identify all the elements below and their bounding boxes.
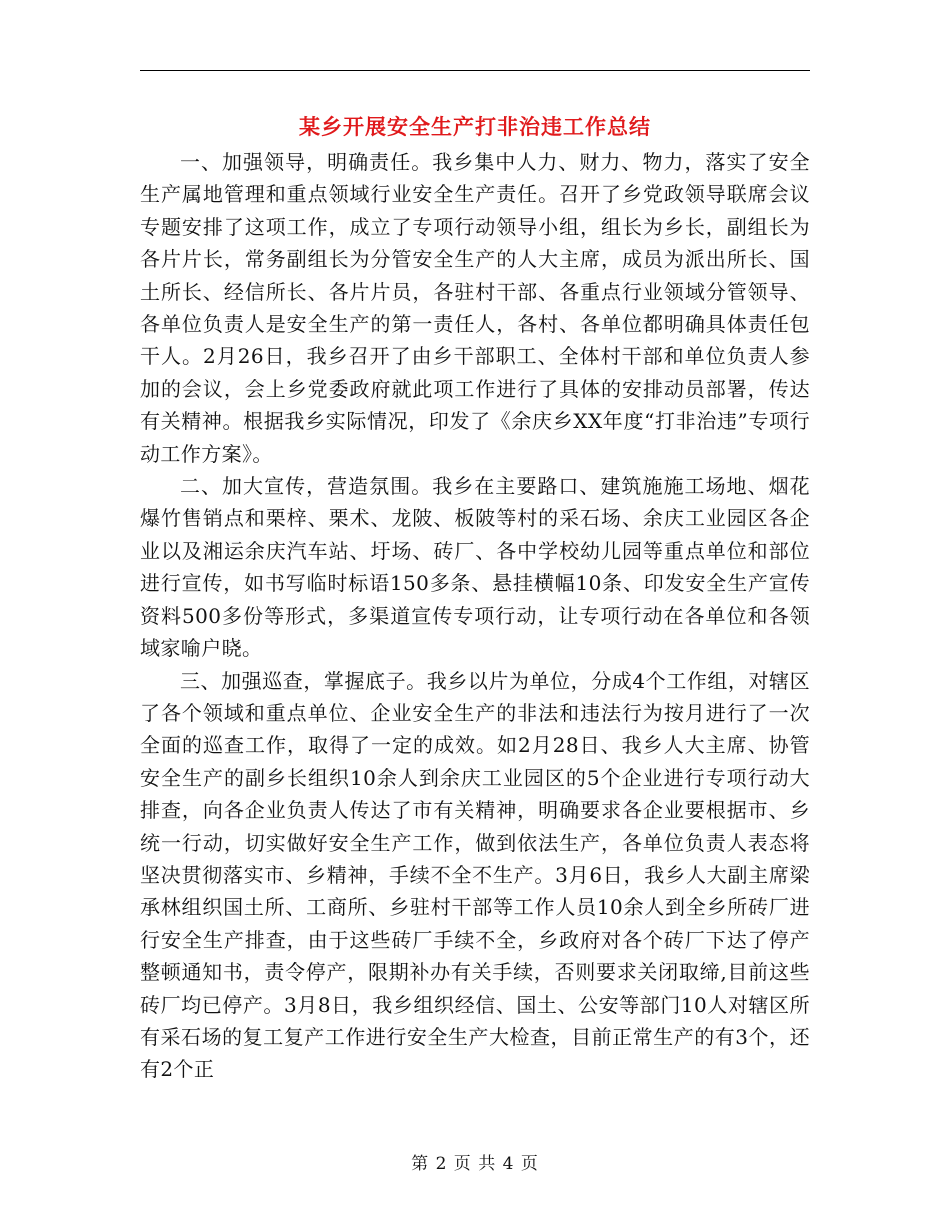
document-title: 某乡开展安全生产打非治违工作总结 — [299, 115, 651, 139]
paragraph-1: 一、加强领导，明确责任。我乡集中人力、财力、物力，落实了安全生产属地管理和重点领域行业安全生产责任。召开了乡党政领导联席会议专题安排了这项工作，成立了专项行动领导小组，组长为乡长，副组长为各片片长，常务副组长为分管安全生产的人大主席，成员为派出所长、国土所长、经信所长、各片片员，各驻村干部、各重点行业领域分管领导、各单位负责人是安全生产的第一责任人，各村、各单位都明确具体责任包干人。2月26日，我乡召开了由乡干部职工、全体村干部和单位负责人参加的会议，会上乡党委政府就此项工作进行了具体的安排动员部署，传达有关精神。根据我乡实际情况，印发了《余庆乡XX年度“打非治违”专项行动工作方案》。 — [140, 150, 810, 466]
paragraph-3: 三、加强巡查，掌握底子。我乡以片为单位，分成4个工作组，对辖区了各个领域和重点单位、企业安全生产的非法和违法行为按月进行了一次全面的巡查工作，取得了一定的成效。如2月28日、我乡人大主席、协管安全生产的副乡长组织10余人到余庆工业园区的5个企业进行专项行动大排查，向各企业负责人传达了市有关精神，明确要求各企业要根据市、乡统一行动，切实做好安全生产工作，做到依法生产，各单位负责人表态将坚决贯彻落实市、乡精神，手续不全不生产。3月6日，我乡人大副主席梁承林组织国土所、工商所、乡驻村干部等工作人员10余人到全乡所砖厂进行安全生产排查，由于这些砖厂手续不全，乡政府对各个砖厂下达了停产整顿通知书，责令停产，限期补办有关手续，否则要求关闭取缔,目前这些砖厂均已停产。3月8日，我乡组织经信、国土、公安等部门10人对辖区所有采石场的复工复产工作进行安全生产大检查，目前正常生产的有3个，还有2个正 — [140, 668, 810, 1082]
header-rule — [140, 70, 810, 71]
paragraph-2: 二、加大宣传，营造氛围。我乡在主要路口、建筑施施工场地、烟花爆竹售销点和栗梓、栗术、龙陂、板陂等村的采石场、余庆工业园区各企业以及湘运余庆汽车站、圩场、砖厂、各中学校幼儿园等重点单位和部位进行宣传，如书写临时标语150多条、悬挂横幅10条、印发安全生产宣传资料500多份等形式，多渠道宣传专项行动，让专项行动在各单位和各领域家喻户晓。 — [140, 474, 810, 661]
page-footer: 第 2 页 共 4 页 — [411, 1154, 539, 1174]
document-body — [140, 146, 810, 1086]
